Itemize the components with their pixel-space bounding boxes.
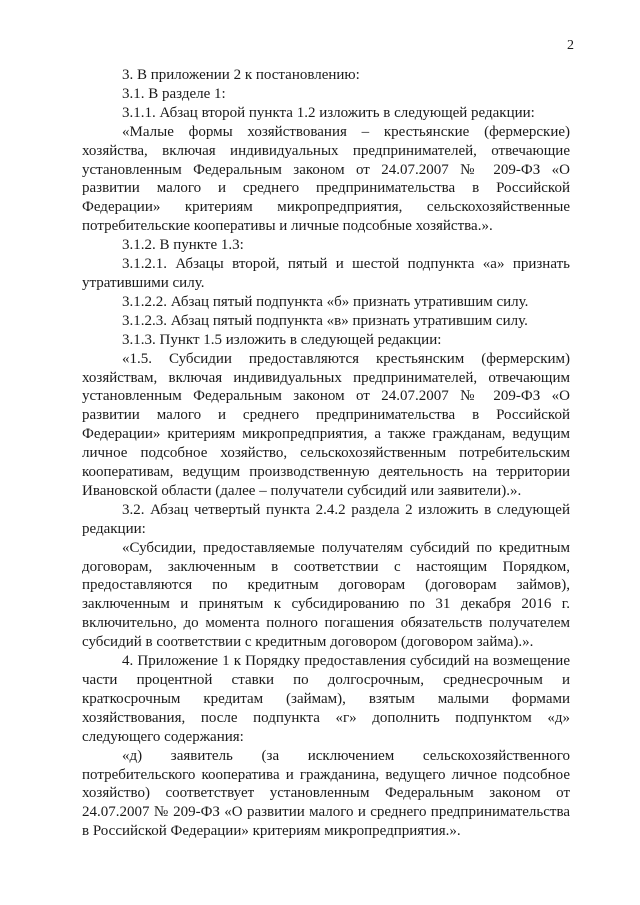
paragraph-3-1: 3.1. В разделе 1: xyxy=(122,85,226,102)
paragraph-quote-subsidies: «Субсидии, предоставляемые получателям субсидий по кредитным договорам, заключенным в соответствии с настоящим Порядком, предоставляются по кредитным договорам (договорам займов), заключенным и принятым к субсидированию по 31 декабря 2016 г. включительно, до момента полного погашения обязательств получателем субсидий в соответствии с кредитным договором (договором займа).». xyxy=(82,539,570,651)
paragraph-section-3: 3. В приложении 2 к постановлению: xyxy=(122,67,360,83)
paragraph-quote-d: «д) заявитель (за исключением сельскохозяйственного потребительского кооператива и гражданина, ведущего личное подсобное хозяйство) соответствует установленным Федеральным законом от 24.07.2007 № 209-ФЗ «О развитии малого и среднего предпринимательства в Российской Федерации» критериям микропредприятия.». xyxy=(82,747,570,840)
paragraph-3-1-2-1: 3.1.2.1. Абзацы второй, пятый и шестой подпункта «а» признать утратившими силу. xyxy=(82,256,570,291)
paragraph-3-1-1: 3.1.1. Абзац второй пункта 1.2 изложить в следующей редакции: xyxy=(122,104,535,121)
paragraph-section-4: 4. Приложение 1 к Порядку предоставления субсидий на возмещение части процентной ставки по долгосрочным, среднесрочным и краткосрочным кредитам (займам), взятым малыми формами хозяйствования, после подпункта «г» дополнить подпунктом «д» следующего содержания: xyxy=(82,653,570,745)
paragraph-3-1-2: 3.1.2. В пункте 1.3: xyxy=(122,237,244,254)
paragraph-3-1-2-2: 3.1.2.2. Абзац пятый подпункта «б» признать утратившим силу. xyxy=(122,293,529,310)
paragraph-quote-small-forms: «Малые формы хозяйствования – крестьянские (фермерские) хозяйства, включая индивидуальных предпринимателей, отвечающие установленным Федеральным законом от 24.07.2007 № 209-ФЗ «О развитии малого и среднего предпринимательства в Российской Федерации» критериям микропредприятия, сельскохозяйственные потребительские кооперативы и личные подсобные хозяйства.». xyxy=(82,123,570,235)
page-number: 2 xyxy=(567,38,574,53)
paragraph-3-1-3: 3.1.3. Пункт 1.5 изложить в следующей редакции: xyxy=(122,331,442,348)
paragraph-quote-1-5: «1.5. Субсидии предоставляются крестьянским (фермерским) хозяйствам, включая индивидуальных предпринимателей, отвечающим установленным Федеральным законом от 24.07.2007 № 209-ФЗ «О развитии малого и среднего предпринимательства в Российской Федерации» критериям микропредприятия, а также гражданам, ведущим личное подсобное хозяйство, сельскохозяйственным потребительским кооперативам, ведущим производственную деятельность на территории Ивановской области (далее – получатели субсидий или заявители).». xyxy=(82,350,570,499)
paragraph-3-2: 3.2. Абзац четвертый пункта 2.4.2 раздела 2 изложить в следующей редакции: xyxy=(82,501,570,537)
document-body xyxy=(82,66,570,841)
paragraph-3-1-2-3: 3.1.2.3. Абзац пятый подпункта «в» признать утратившим силу. xyxy=(122,312,528,329)
